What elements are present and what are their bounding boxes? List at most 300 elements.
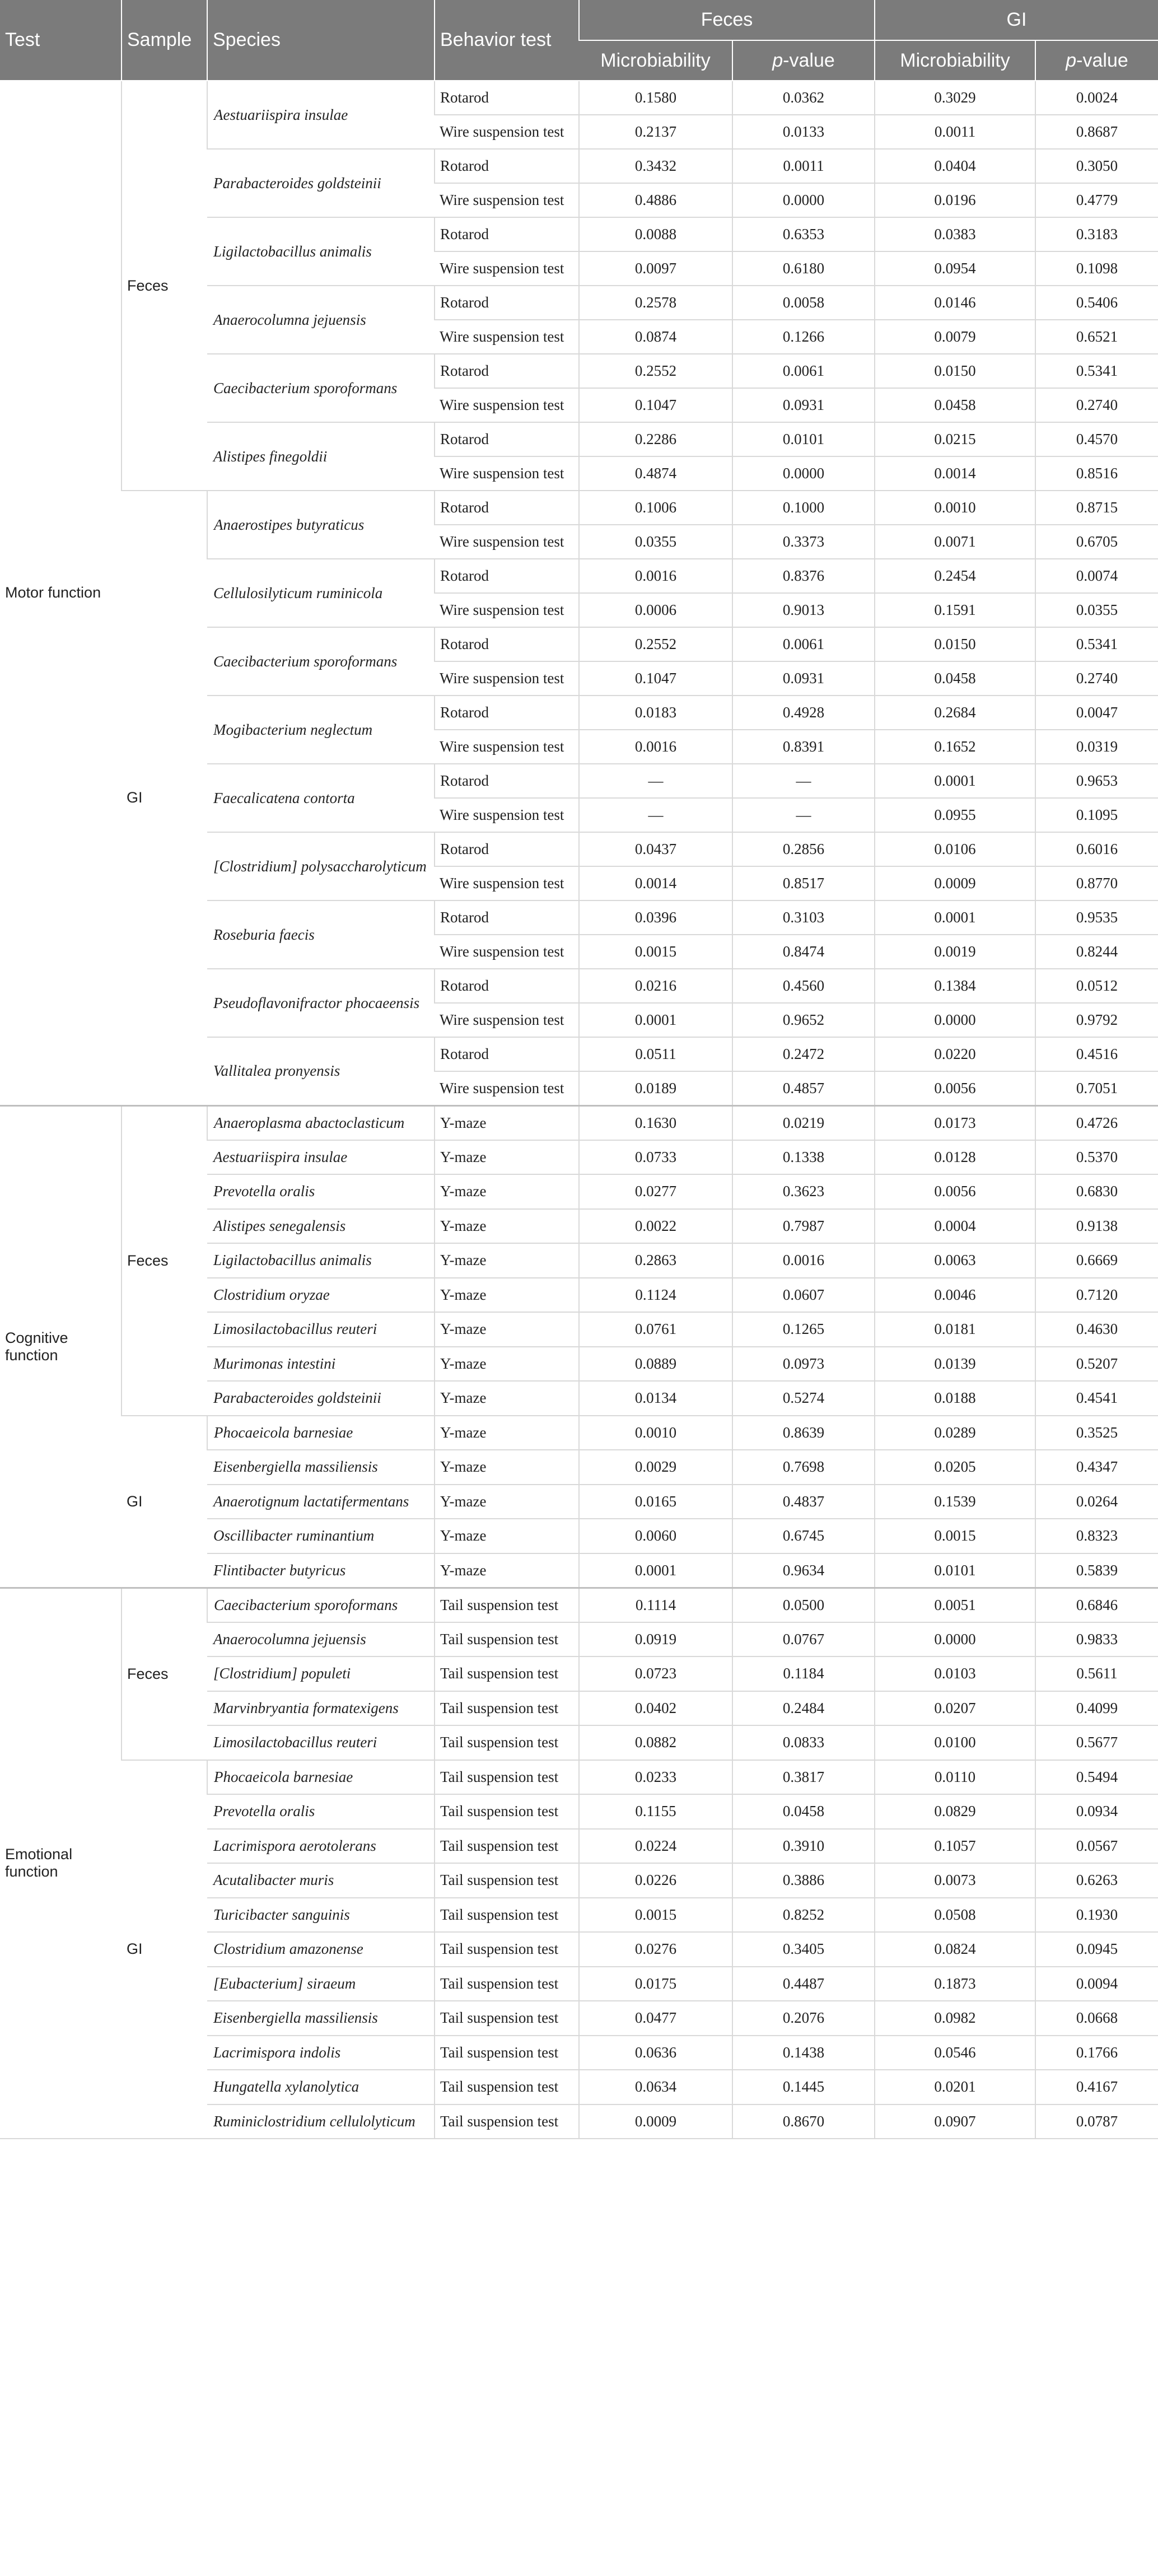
gi-microbiability: 0.1384 [875, 969, 1035, 1003]
gi-p-value: 0.9138 [1035, 1209, 1158, 1244]
table-row [0, 1760, 1158, 1795]
feces-p-value: 0.8517 [732, 866, 875, 900]
header-gi-microbiability: Microbiability [875, 40, 1035, 81]
feces-microbiability: 0.0919 [579, 1622, 732, 1657]
feces-microbiability: 0.0889 [579, 1347, 732, 1382]
feces-p-value: 0.0016 [732, 1243, 875, 1278]
species-name: Clostridium oryzae [207, 1278, 435, 1313]
gi-p-value: 0.6830 [1035, 1174, 1158, 1209]
species-name: Roseburia faecis [207, 900, 435, 969]
feces-microbiability: 0.0874 [579, 320, 732, 354]
gi-p-value: 0.0024 [1035, 81, 1158, 115]
table-row [0, 1416, 1158, 1450]
feces-p-value: 0.1338 [732, 1140, 875, 1175]
feces-microbiability: 0.4886 [579, 183, 732, 217]
gi-microbiability: 0.0824 [875, 1932, 1035, 1967]
gi-microbiability: 0.0056 [875, 1174, 1035, 1209]
gi-microbiability: 0.0046 [875, 1278, 1035, 1313]
gi-microbiability: 0.1652 [875, 730, 1035, 764]
gi-microbiability: 0.0001 [875, 764, 1035, 798]
species-name: Anaeroplasma abactoclasticum [207, 1105, 435, 1140]
behavior-test: Y-maze [435, 1312, 579, 1347]
behavior-test: Tail suspension test [435, 2070, 579, 2104]
feces-microbiability: 0.3432 [579, 149, 732, 183]
gi-microbiability: 0.0146 [875, 286, 1035, 320]
feces-p-value: 0.8376 [732, 559, 875, 593]
feces-microbiability: 0.0016 [579, 730, 732, 764]
feces-p-value: 0.0058 [732, 286, 875, 320]
feces-p-value: 0.0607 [732, 1278, 875, 1313]
feces-p-value: 0.0931 [732, 661, 875, 696]
gi-microbiability: 0.2684 [875, 696, 1035, 730]
gi-microbiability: 0.0051 [875, 1588, 1035, 1622]
gi-microbiability: 0.0188 [875, 1381, 1035, 1416]
gi-p-value: 0.0319 [1035, 730, 1158, 764]
behavior-test: Tail suspension test [435, 1725, 579, 1760]
gi-p-value: 0.5406 [1035, 286, 1158, 320]
feces-microbiability: 0.0402 [579, 1691, 732, 1726]
feces-microbiability: 0.0277 [579, 1174, 732, 1209]
gi-microbiability: 0.0173 [875, 1105, 1035, 1140]
species-name: Ligilactobacillus animalis [207, 1243, 435, 1278]
species-name: Turicibacter sanguinis [207, 1898, 435, 1933]
species-name: Anaerocolumna jejuensis [207, 1622, 435, 1657]
feces-p-value: 0.5274 [732, 1381, 875, 1416]
species-name: Flintibacter butyricus [207, 1553, 435, 1588]
behavior-test: Rotarod [435, 491, 579, 525]
behavior-test: Rotarod [435, 422, 579, 456]
feces-microbiability: 0.0437 [579, 832, 732, 866]
species-name: Mogibacterium neglectum [207, 696, 435, 764]
behavior-test: Rotarod [435, 696, 579, 730]
feces-microbiability: 0.1006 [579, 491, 732, 525]
table-body [0, 81, 1158, 2139]
feces-p-value: 0.8474 [732, 935, 875, 969]
behavior-test: Y-maze [435, 1381, 579, 1416]
gi-p-value: 0.4347 [1035, 1450, 1158, 1485]
test-label: Cognitive function [0, 1105, 122, 1588]
behavior-test: Y-maze [435, 1553, 579, 1588]
species-name: Cellulosilyticum ruminicola [207, 559, 435, 627]
gi-p-value: 0.9653 [1035, 764, 1158, 798]
gi-microbiability: 0.0196 [875, 183, 1035, 217]
feces-p-value: 0.0061 [732, 627, 875, 661]
behavior-test: Y-maze [435, 1416, 579, 1450]
feces-p-value: 0.0061 [732, 354, 875, 388]
species-name: Murimonas intestini [207, 1347, 435, 1382]
gi-microbiability: 0.0000 [875, 1622, 1035, 1657]
behavior-test: Rotarod [435, 217, 579, 251]
gi-microbiability: 0.0829 [875, 1794, 1035, 1829]
behavior-test: Y-maze [435, 1278, 579, 1313]
gi-p-value: 0.4099 [1035, 1691, 1158, 1726]
gi-p-value: 0.0945 [1035, 1932, 1158, 1967]
gi-p-value: 0.6263 [1035, 1863, 1158, 1898]
feces-p-value: 0.4487 [732, 1967, 875, 2001]
feces-microbiability: 0.0723 [579, 1656, 732, 1691]
behavior-test: Tail suspension test [435, 1863, 579, 1898]
gi-microbiability: 0.0955 [875, 798, 1035, 832]
gi-p-value: 0.9535 [1035, 900, 1158, 935]
species-name: Limosilactobacillus reuteri [207, 1312, 435, 1347]
feces-microbiability: 0.0175 [579, 1967, 732, 2001]
feces-microbiability: 0.0882 [579, 1725, 732, 1760]
gi-microbiability: 0.0201 [875, 2070, 1035, 2104]
gi-p-value: 0.1095 [1035, 798, 1158, 832]
species-name: Vallitalea pronyensis [207, 1037, 435, 1105]
feces-microbiability: 0.0097 [579, 251, 732, 286]
gi-p-value: 0.4726 [1035, 1105, 1158, 1140]
gi-microbiability: 0.0071 [875, 525, 1035, 559]
feces-microbiability: 0.0634 [579, 2070, 732, 2104]
gi-p-value: 0.8770 [1035, 866, 1158, 900]
behavior-test: Wire suspension test [435, 115, 579, 149]
gi-microbiability: 0.1057 [875, 1829, 1035, 1864]
header-feces-microbiability: Microbiability [579, 40, 732, 81]
feces-p-value: 0.6353 [732, 217, 875, 251]
header-feces: Feces [579, 0, 875, 40]
gi-microbiability: 0.0181 [875, 1312, 1035, 1347]
gi-microbiability: 0.0014 [875, 456, 1035, 491]
behavior-test: Wire suspension test [435, 183, 579, 217]
behavior-test: Wire suspension test [435, 251, 579, 286]
species-name: Oscillibacter ruminantium [207, 1519, 435, 1553]
gi-p-value: 0.5341 [1035, 354, 1158, 388]
species-name: Aestuariispira insulae [207, 1140, 435, 1175]
header-feces-p-value [732, 40, 875, 81]
behavior-test: Tail suspension test [435, 1898, 579, 1933]
gi-microbiability: 0.0019 [875, 935, 1035, 969]
species-name: Hungatella xylanolytica [207, 2070, 435, 2104]
species-name: Ruminiclostridium cellulolyticum [207, 2104, 435, 2139]
table-row [0, 81, 1158, 115]
gi-p-value: 0.6521 [1035, 320, 1158, 354]
species-name: Anaerocolumna jejuensis [207, 286, 435, 354]
behavior-test: Tail suspension test [435, 1691, 579, 1726]
gi-p-value: 0.6669 [1035, 1243, 1158, 1278]
gi-microbiability: 0.0001 [875, 900, 1035, 935]
gi-microbiability: 0.0128 [875, 1140, 1035, 1175]
gi-microbiability: 0.0106 [875, 832, 1035, 866]
gi-microbiability: 0.0100 [875, 1725, 1035, 1760]
behavior-test: Rotarod [435, 559, 579, 593]
feces-microbiability: 0.0134 [579, 1381, 732, 1416]
gi-p-value: 0.4167 [1035, 2070, 1158, 2104]
feces-p-value: 0.0011 [732, 149, 875, 183]
gi-microbiability: 0.0907 [875, 2104, 1035, 2139]
feces-microbiability: 0.0014 [579, 866, 732, 900]
feces-microbiability: 0.0216 [579, 969, 732, 1003]
behavior-test: Tail suspension test [435, 1760, 579, 1795]
feces-p-value: 0.2076 [732, 2001, 875, 2036]
species-name: Pseudoflavonifractor phocaeensis [207, 969, 435, 1037]
species-name: Parabacteroides goldsteinii [207, 1381, 435, 1416]
feces-p-value: 0.6180 [732, 251, 875, 286]
gi-p-value: 0.8715 [1035, 491, 1158, 525]
table-row [0, 491, 1158, 525]
gi-microbiability: 0.0508 [875, 1898, 1035, 1933]
gi-microbiability: 0.0004 [875, 1209, 1035, 1244]
feces-p-value: 0.1438 [732, 2036, 875, 2070]
feces-p-value: 0.0767 [732, 1622, 875, 1657]
gi-p-value: 0.7051 [1035, 1071, 1158, 1105]
gi-p-value: 0.5341 [1035, 627, 1158, 661]
feces-p-value: 0.3817 [732, 1760, 875, 1795]
behavior-test: Rotarod [435, 81, 579, 115]
behavior-test: Rotarod [435, 764, 579, 798]
gi-p-value: 0.6705 [1035, 525, 1158, 559]
gi-microbiability: 0.0139 [875, 1347, 1035, 1382]
gi-microbiability: 0.0110 [875, 1760, 1035, 1795]
species-name: Alistipes finegoldii [207, 422, 435, 491]
feces-microbiability: — [579, 764, 732, 798]
gi-p-value: 0.6846 [1035, 1588, 1158, 1622]
behavior-test: Wire suspension test [435, 866, 579, 900]
behavior-test: Y-maze [435, 1243, 579, 1278]
behavior-test: Tail suspension test [435, 1932, 579, 1967]
behavior-test: Y-maze [435, 1485, 579, 1519]
gi-microbiability: 0.0982 [875, 2001, 1035, 2036]
feces-p-value: 0.8639 [732, 1416, 875, 1450]
feces-p-value: 0.7698 [732, 1450, 875, 1485]
species-name: Acutalibacter muris [207, 1863, 435, 1898]
species-name: Aestuariispira insulae [207, 81, 435, 149]
species-name: Caecibacterium sporoformans [207, 1588, 435, 1622]
table-row [0, 1588, 1158, 1622]
feces-microbiability: 0.1114 [579, 1588, 732, 1622]
behavior-test: Tail suspension test [435, 1967, 579, 2001]
behavior-test: Y-maze [435, 1140, 579, 1175]
gi-p-value: 0.1098 [1035, 251, 1158, 286]
gi-microbiability: 0.0150 [875, 354, 1035, 388]
feces-microbiability: 0.2863 [579, 1243, 732, 1278]
gi-p-value: 0.4630 [1035, 1312, 1158, 1347]
gi-microbiability: 0.1591 [875, 593, 1035, 627]
feces-microbiability: 0.0276 [579, 1932, 732, 1967]
feces-p-value: 0.4560 [732, 969, 875, 1003]
feces-microbiability: 0.0001 [579, 1553, 732, 1588]
gi-microbiability: 0.0458 [875, 661, 1035, 696]
gi-p-value: 0.8516 [1035, 456, 1158, 491]
feces-p-value: 0.3405 [732, 1932, 875, 1967]
gi-p-value: 0.8244 [1035, 935, 1158, 969]
feces-p-value: 0.1445 [732, 2070, 875, 2104]
feces-microbiability: 0.0233 [579, 1760, 732, 1795]
header-behavior-test: Behavior test [435, 0, 579, 81]
behavior-test: Tail suspension test [435, 2104, 579, 2139]
gi-p-value: 0.3050 [1035, 149, 1158, 183]
species-name: Anaerotignum lactatifermentans [207, 1485, 435, 1519]
gi-p-value: 0.1930 [1035, 1898, 1158, 1933]
feces-microbiability: 0.0733 [579, 1140, 732, 1175]
feces-microbiability: 0.1155 [579, 1794, 732, 1829]
gi-p-value: 0.2740 [1035, 661, 1158, 696]
behavior-test: Tail suspension test [435, 2036, 579, 2070]
behavior-test: Tail suspension test [435, 1622, 579, 1657]
gi-p-value: 0.4541 [1035, 1381, 1158, 1416]
feces-microbiability: 0.4874 [579, 456, 732, 491]
behavior-test: Wire suspension test [435, 1071, 579, 1105]
feces-p-value: 0.1266 [732, 320, 875, 354]
gi-p-value: 0.5677 [1035, 1725, 1158, 1760]
behavior-test: Rotarod [435, 627, 579, 661]
species-name: Caecibacterium sporoformans [207, 354, 435, 422]
behavior-test: Y-maze [435, 1519, 579, 1553]
behavior-test: Y-maze [435, 1105, 579, 1140]
gi-microbiability: 0.0073 [875, 1863, 1035, 1898]
gi-p-value: 0.0668 [1035, 2001, 1158, 2036]
gi-p-value: 0.4516 [1035, 1037, 1158, 1071]
behavior-test: Rotarod [435, 149, 579, 183]
gi-microbiability: 0.0056 [875, 1071, 1035, 1105]
feces-microbiability: 0.0511 [579, 1037, 732, 1071]
species-name: Prevotella oralis [207, 1794, 435, 1829]
test-label: Emotional function [0, 1588, 122, 2139]
feces-microbiability: 0.1630 [579, 1105, 732, 1140]
gi-microbiability: 0.0954 [875, 251, 1035, 286]
feces-p-value: 0.0101 [732, 422, 875, 456]
behavior-test: Y-maze [435, 1174, 579, 1209]
gi-microbiability: 0.1539 [875, 1485, 1035, 1519]
behavior-test: Tail suspension test [435, 1588, 579, 1622]
feces-p-value: 0.0219 [732, 1105, 875, 1140]
header-gi-p-value [1035, 40, 1158, 81]
feces-p-value: 0.4837 [732, 1485, 875, 1519]
gi-p-value: 0.8323 [1035, 1519, 1158, 1553]
feces-microbiability: 0.0015 [579, 935, 732, 969]
feces-p-value: 0.0000 [732, 183, 875, 217]
species-name: Anaerostipes butyraticus [207, 491, 435, 559]
feces-microbiability: 0.2286 [579, 422, 732, 456]
feces-p-value: 0.2856 [732, 832, 875, 866]
gi-p-value: 0.7120 [1035, 1278, 1158, 1313]
feces-microbiability: 0.0006 [579, 593, 732, 627]
behavior-test: Wire suspension test [435, 388, 579, 422]
behavior-test: Wire suspension test [435, 525, 579, 559]
gi-microbiability: 0.0220 [875, 1037, 1035, 1071]
behavior-test: Wire suspension test [435, 320, 579, 354]
p-italic: p [772, 49, 783, 71]
gi-p-value: 0.3183 [1035, 217, 1158, 251]
gi-microbiability: 0.0458 [875, 388, 1035, 422]
behavior-test: Rotarod [435, 286, 579, 320]
feces-p-value: 0.8252 [732, 1898, 875, 1933]
feces-p-value: 0.1184 [732, 1656, 875, 1691]
feces-microbiability: 0.2552 [579, 354, 732, 388]
feces-p-value: 0.0362 [732, 81, 875, 115]
species-name: Clostridium amazonense [207, 1932, 435, 1967]
feces-p-value: 0.4928 [732, 696, 875, 730]
feces-microbiability: 0.0355 [579, 525, 732, 559]
feces-microbiability: 0.1047 [579, 661, 732, 696]
feces-microbiability: 0.0183 [579, 696, 732, 730]
species-name: Phocaeicola barnesiae [207, 1760, 435, 1795]
gi-p-value: 0.8687 [1035, 115, 1158, 149]
table-row [0, 1105, 1158, 1140]
species-name: Caecibacterium sporoformans [207, 627, 435, 696]
gi-p-value: 0.0787 [1035, 2104, 1158, 2139]
gi-microbiability: 0.0000 [875, 1003, 1035, 1037]
feces-microbiability: 0.0022 [579, 1209, 732, 1244]
feces-microbiability: 0.0029 [579, 1450, 732, 1485]
feces-p-value: 0.2484 [732, 1691, 875, 1726]
gi-p-value: 0.0074 [1035, 559, 1158, 593]
species-name: Ligilactobacillus animalis [207, 217, 435, 286]
feces-p-value: 0.0833 [732, 1725, 875, 1760]
sample-label: GI [122, 1760, 207, 2139]
behavior-test: Tail suspension test [435, 1794, 579, 1829]
gi-p-value: 0.5494 [1035, 1760, 1158, 1795]
gi-microbiability: 0.0063 [875, 1243, 1035, 1278]
sample-label: Feces [122, 1105, 207, 1416]
feces-p-value: 0.3373 [732, 525, 875, 559]
feces-microbiability: 0.0015 [579, 1898, 732, 1933]
sample-label: Feces [122, 1588, 207, 1760]
gi-p-value: 0.9833 [1035, 1622, 1158, 1657]
feces-p-value: — [732, 764, 875, 798]
feces-p-value: 0.3886 [732, 1863, 875, 1898]
gi-microbiability: 0.0103 [875, 1656, 1035, 1691]
feces-microbiability: 0.0396 [579, 900, 732, 935]
feces-microbiability: 0.2137 [579, 115, 732, 149]
behavior-test: Wire suspension test [435, 1003, 579, 1037]
header-gi: GI [875, 0, 1158, 40]
feces-p-value: 0.6745 [732, 1519, 875, 1553]
sample-label: Feces [122, 81, 207, 491]
species-name: Parabacteroides goldsteinii [207, 149, 435, 217]
feces-microbiability: 0.0224 [579, 1829, 732, 1864]
gi-microbiability: 0.0289 [875, 1416, 1035, 1450]
species-name: Lacrimispora aerotolerans [207, 1829, 435, 1864]
feces-p-value: 0.3103 [732, 900, 875, 935]
feces-microbiability: 0.0060 [579, 1519, 732, 1553]
species-name: Faecalicatena contorta [207, 764, 435, 832]
gi-microbiability: 0.0546 [875, 2036, 1035, 2070]
behavior-test: Tail suspension test [435, 1656, 579, 1691]
feces-microbiability: 0.0009 [579, 2104, 732, 2139]
header-test: Test [0, 0, 122, 81]
behavior-test: Y-maze [435, 1347, 579, 1382]
feces-microbiability: 0.0001 [579, 1003, 732, 1037]
species-name: Lacrimispora indolis [207, 2036, 435, 2070]
gi-microbiability: 0.0383 [875, 217, 1035, 251]
gi-p-value: 0.2740 [1035, 388, 1158, 422]
feces-p-value: 0.3910 [732, 1829, 875, 1864]
gi-microbiability: 0.0011 [875, 115, 1035, 149]
behavior-test: Rotarod [435, 832, 579, 866]
gi-p-value: 0.5839 [1035, 1553, 1158, 1588]
feces-p-value: 0.4857 [732, 1071, 875, 1105]
species-name: Phocaeicola barnesiae [207, 1416, 435, 1450]
species-name: Alistipes senegalensis [207, 1209, 435, 1244]
feces-microbiability: 0.0016 [579, 559, 732, 593]
header-sample: Sample [122, 0, 207, 81]
species-name: [Eubacterium] siraeum [207, 1967, 435, 2001]
feces-microbiability: 0.1580 [579, 81, 732, 115]
feces-p-value: 0.0931 [732, 388, 875, 422]
gi-microbiability: 0.1873 [875, 1967, 1035, 2001]
sample-label: GI [122, 1416, 207, 1588]
feces-microbiability: 0.0477 [579, 2001, 732, 2036]
behavior-test: Rotarod [435, 900, 579, 935]
p-suffix: -value [783, 49, 835, 71]
p-suffix: -value [1076, 49, 1128, 71]
gi-p-value: 0.0567 [1035, 1829, 1158, 1864]
species-name: Prevotella oralis [207, 1174, 435, 1209]
feces-microbiability: 0.2552 [579, 627, 732, 661]
feces-p-value: 0.9652 [732, 1003, 875, 1037]
feces-microbiability: — [579, 798, 732, 832]
